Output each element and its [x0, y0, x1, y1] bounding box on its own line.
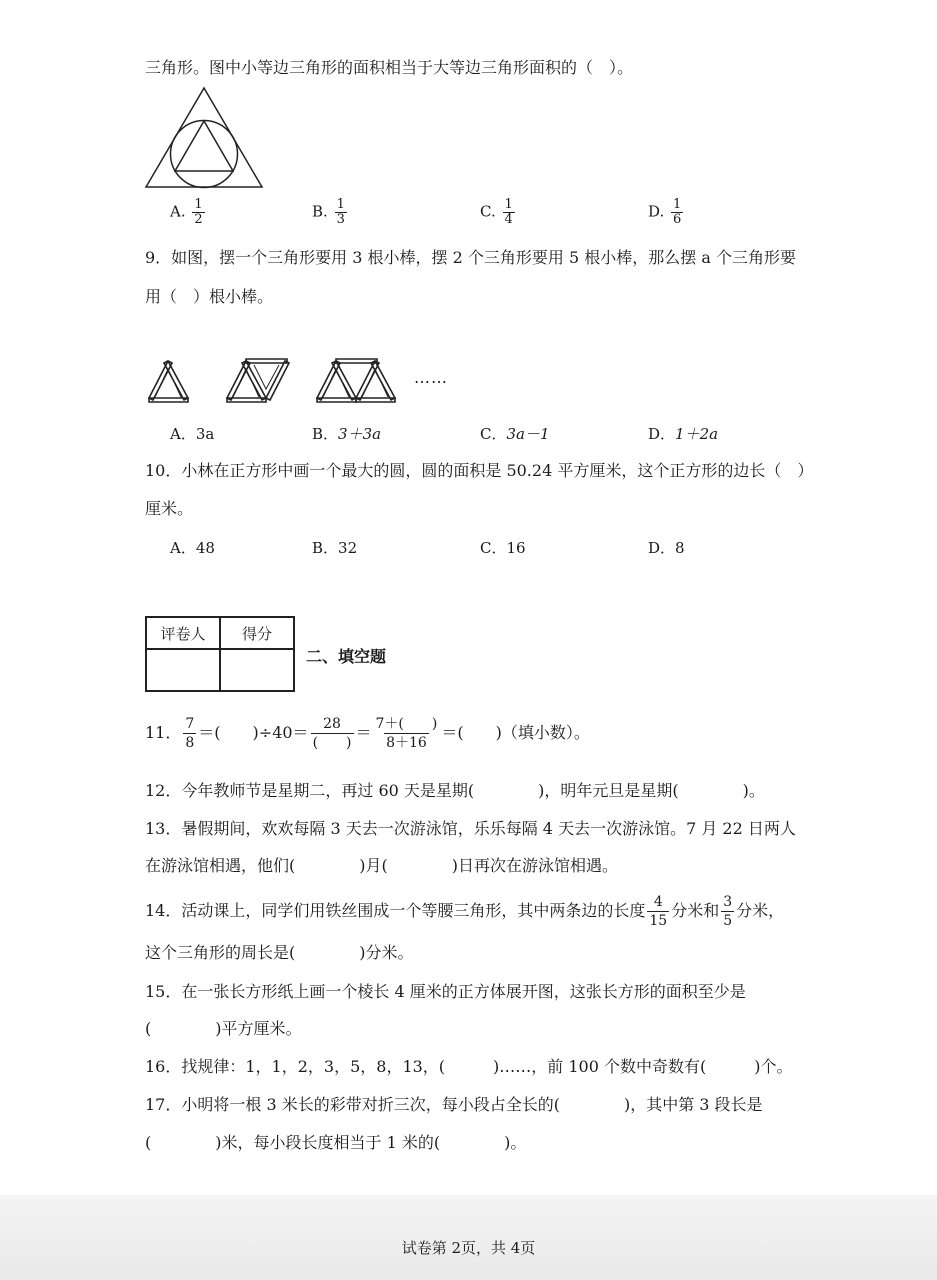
page-footer: 试卷第 2页，共 4页 [401, 1239, 536, 1257]
option-fraction: $\frac{1}{4}$ [504, 197, 513, 227]
option-label: A. [170, 202, 186, 221]
option-fraction: $\frac{1}{2}$ [194, 197, 203, 227]
score-header: 得分 [220, 617, 294, 649]
option-label: B． [312, 425, 339, 443]
score-table [145, 616, 295, 692]
q9-matchstick-figure [143, 353, 403, 405]
q9-ellipsis: …… [414, 368, 448, 387]
section-title: 二、填空题 [306, 647, 387, 666]
q15-line2[interactable]: ( )平方厘米。 [145, 1019, 302, 1038]
q10-option-a[interactable] [170, 538, 215, 558]
option-text: 8 [675, 539, 685, 557]
q11-fraction-3[interactable]: $\frac{7+( )}{8+16}$ [375, 715, 438, 751]
score-cell[interactable] [220, 649, 294, 691]
q13-line2[interactable]: 在游泳馆相遇，他们( )月( )日再次在游泳馆相遇。 [145, 856, 618, 875]
q16[interactable]: 16．找规律：1，1，2，3，5，8，13，( )……，前 100 个数中奇数有( )个。 [145, 1057, 793, 1076]
q10-option-d[interactable] [648, 538, 685, 558]
one-triangle [149, 361, 188, 402]
q11-blank-1[interactable]: ＝( )÷40＝ [198, 723, 309, 742]
q14-text-mid: 分米和 [671, 901, 720, 920]
q13-line1: 13．暑假期间，欢欢每隔 3 天去一次游泳馆，乐乐每隔 4 天去一次游泳馆。7 月 22 日两人 [145, 819, 796, 838]
option-label: A． [170, 425, 196, 443]
q11-blank-decimal[interactable]: ＝( )（填小数）。 [441, 723, 590, 742]
option-text: 32 [338, 539, 358, 557]
q9-line2: 用（ ）根小棒。 [145, 287, 274, 306]
q9-line1: 9．如图，摆一个三角形要用 3 根小棒，摆 2 个三角形要用 5 根小棒，那么摆 a 个三角形要 [145, 248, 796, 267]
q10-option-b[interactable] [312, 538, 357, 558]
q9-option-b[interactable] [312, 424, 381, 444]
option-label: B． [312, 539, 339, 557]
q10-line2: 厘米。 [145, 499, 194, 518]
q8-option-d[interactable] [648, 198, 685, 227]
q14-line1 [145, 890, 784, 932]
two-triangles [227, 359, 289, 402]
q14-text-pre: 14．活动课上，同学们用铁丝围成一个等腰三角形，其中两条边的长度 [145, 901, 646, 920]
question-number: 11． [145, 723, 182, 742]
option-label: D. [648, 202, 665, 221]
q10-line1: 10．小林在正方形中画一个最大的圆，圆的面积是 50.24 平方厘米，这个正方形的边长（ ） [145, 461, 814, 480]
option-text: 3a－1 [506, 425, 550, 443]
q17-line2[interactable]: ( )米，每小段长度相当于 1 米的( )。 [145, 1133, 527, 1152]
grader-header: 评卷人 [146, 617, 220, 649]
grader-cell[interactable] [146, 649, 220, 691]
small-triangle [175, 121, 233, 171]
option-text: 3a [195, 425, 215, 443]
q11-equals: ＝ [355, 723, 372, 742]
q11-fraction-2[interactable]: $\frac{28}{( )}$ [312, 715, 352, 751]
option-label: D． [648, 539, 676, 557]
big-triangle [146, 88, 262, 187]
q14-fraction-1: $\frac{4}{15}$ [649, 893, 668, 929]
option-label: C． [480, 539, 507, 557]
option-text: 48 [195, 539, 215, 557]
q14-fraction-2: $\frac{3}{5}$ [723, 893, 733, 929]
q8-stem: 三角形。图中小等边三角形的面积相当于大等边三角形面积的（ ）。 [145, 58, 634, 77]
q8-figure [143, 86, 265, 190]
option-label: D． [648, 425, 676, 443]
q8-option-a[interactable] [170, 198, 207, 227]
option-fraction: $\frac{1}{6}$ [673, 197, 682, 227]
q12[interactable]: 12．今年教师节是星期二，再过 60 天是星期( )，明年元旦是星期( )。 [145, 781, 765, 800]
inscribed-circle [171, 121, 238, 188]
option-text: 16 [506, 539, 526, 557]
q9-option-a[interactable] [170, 424, 214, 444]
option-fraction: $\frac{1}{3}$ [336, 197, 345, 227]
option-text: 3＋3a [338, 425, 382, 443]
option-text: 1＋2a [675, 425, 719, 443]
q11-fraction-1: $\frac{7}{8}$ [185, 715, 195, 751]
q9-option-c[interactable] [480, 424, 550, 444]
option-label: C． [480, 425, 507, 443]
q11 [145, 710, 590, 756]
q14-line2[interactable]: 这个三角形的周长是( )分米。 [145, 943, 414, 962]
q14-text-post: 分米， [736, 901, 785, 920]
option-label: C. [480, 202, 496, 221]
q15-line1: 15．在一张长方形纸上画一个棱长 4 厘米的正方体展开图，这张长方形的面积至少是 [145, 982, 746, 1001]
q8-option-c[interactable] [480, 198, 517, 227]
q17-line1[interactable]: 17．小明将一根 3 米长的彩带对折三次，每小段占全长的( )，其中第 3 段长是 [145, 1095, 763, 1114]
option-label: A． [170, 539, 196, 557]
q9-option-d[interactable] [648, 424, 718, 444]
option-label: B. [312, 202, 328, 221]
three-triangles [317, 359, 395, 402]
q8-option-b[interactable] [312, 198, 349, 227]
q10-option-c[interactable] [480, 538, 526, 558]
